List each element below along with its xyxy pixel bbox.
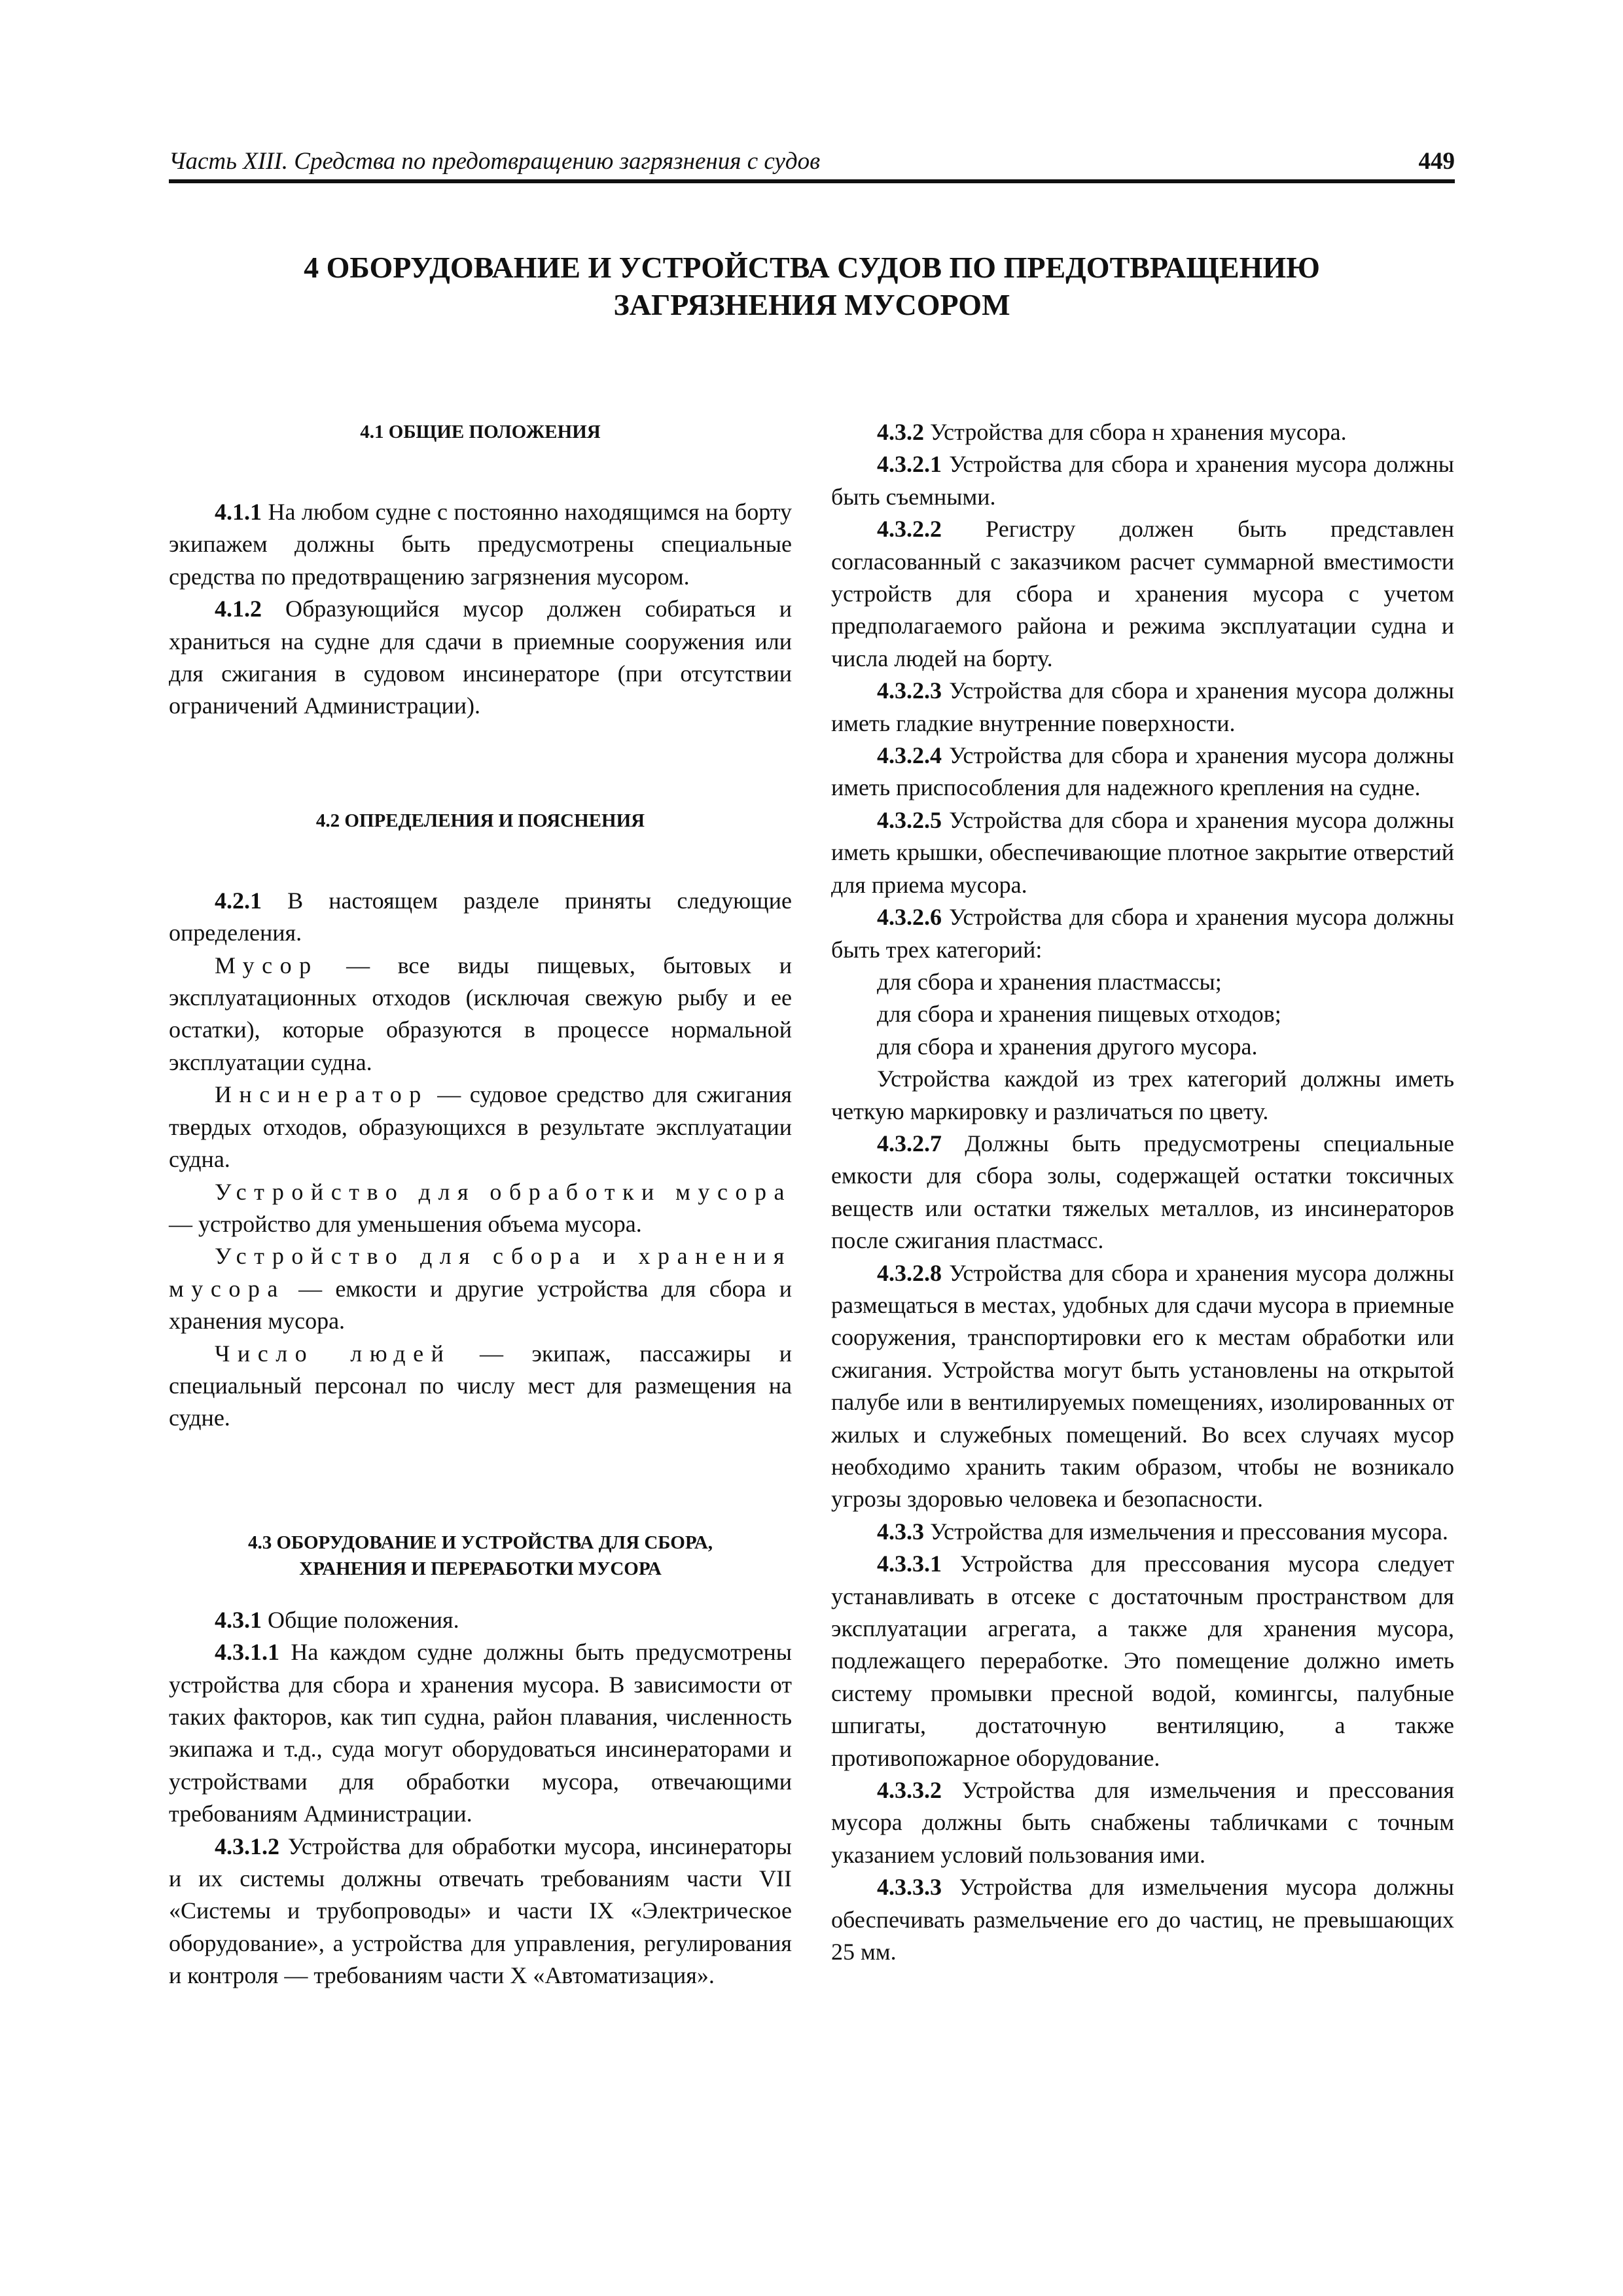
- clause-text: Устройства для сбора н хранения мусора.: [924, 419, 1347, 445]
- definition-text: — судовое средство для сжигания твердых отходов, образующихся в результате эксплуатации судна.: [169, 1081, 792, 1173]
- definition-term: Устройство для обработки мусора: [215, 1178, 792, 1205]
- clause-number: 4.3.1.1: [215, 1639, 279, 1666]
- paragraph-4-3-2-5: [831, 804, 1454, 901]
- clause-number: 4.3.3.2: [877, 1777, 942, 1804]
- definition-term: Устройство для сбора и хранения мусора: [169, 1243, 792, 1302]
- paragraph-4-3-3-3: [831, 1871, 1454, 1968]
- clause-number: 4.3.2.1: [877, 451, 942, 478]
- clause-number: 4.3.2.7: [877, 1130, 942, 1157]
- subsection-4-3-3: [831, 1516, 1454, 1548]
- spacer: [169, 445, 792, 496]
- clause-text: Регистру должен быть представлен согласованный с заказчиком расчет суммарной вместимости устройств для сбора и хранения мусора с учетом предполагаемого района и режима эксплуатации судна и числа людей на борту.: [831, 516, 1454, 672]
- left-column: [169, 419, 792, 1992]
- definition-number-of-persons: [169, 1338, 792, 1435]
- clause-number: 4.1.1: [215, 499, 262, 525]
- clause-text: Общие положения.: [262, 1606, 459, 1633]
- clause-number: 4.3.3: [877, 1518, 924, 1545]
- running-title: Часть XIII. Средства по предотвращению загрязнения с судов: [169, 148, 821, 175]
- definition-incinerator: [169, 1079, 792, 1175]
- definition-text: — устройство для уменьшения объема мусора.: [169, 1210, 642, 1237]
- paragraph-4-3-2-6: [831, 901, 1454, 966]
- clause-text: Образующийся мусор должен собираться и храниться на судне для сдачи в приемные сооружения или для сжигания в судовом инсинераторе (при отсутствии ограничений Администрации).: [169, 596, 792, 719]
- definition-processing-device: [169, 1176, 792, 1241]
- spacer: [169, 834, 792, 885]
- category-item: для сбора и хранения пищевых отходов;: [877, 1001, 1281, 1028]
- category-item: для сбора и хранения другого мусора.: [877, 1033, 1258, 1060]
- clause-text: Устройства для сбора и хранения мусора должны размещаться в местах, удобных для сдачи мусора в приемные сооружения, транспортировки его к местам обработки или сжигания. Устройства могут быть установлены на открытой палубе или в вентилируемых помещениях, изолированных от жилых и служебных помещений. Во всех случаях мусор необходимо хранить таким образом, чтобы не возникало угрозы здоровью человека и безопасности.: [831, 1259, 1454, 1513]
- paragraph-4-1-1: [169, 496, 792, 593]
- clause-number: 4.3.2.5: [877, 806, 942, 833]
- running-header: [169, 145, 1455, 183]
- clause-text: Устройства для прессования мусора следует устанавливать в отсеке с достаточным пространством для эксплуатации агрегата, а также для хранения мусора, подлежащего переработке. Это помещение должно иметь систему промывки пресной водой, комингсы, палубные шпигаты, достаточную вентиляцию, а также противопожарное оборудование.: [831, 1551, 1454, 1771]
- category-item: для сбора и хранения пластмассы;: [877, 968, 1222, 995]
- clause-number: 4.3.1: [215, 1606, 262, 1633]
- subsection-4-3-1: [169, 1604, 792, 1636]
- clause-text: Устройства для измельчения мусора должны обеспечивать размельчение его до частиц, не превышающих 25 мм.: [831, 1874, 1454, 1965]
- right-column: [831, 416, 1454, 1969]
- definition-text: — все виды пищевых, бытовых и эксплуатационных отходов (исключая свежую рыбу и ее остатки), которые образуются в процессе нормальной эксплуатации судна.: [169, 952, 792, 1075]
- clause-text: Устройства для сбора и хранения мусора должны быть трех категорий:: [831, 904, 1454, 963]
- clause-text: Устройства для сбора и хранения мусора должны быть съемными.: [831, 451, 1454, 510]
- paragraph-4-3-2-8: [831, 1257, 1454, 1516]
- definition-term: Мусор: [215, 952, 319, 978]
- clause-text: Устройства для измельчения и прессования мусора.: [924, 1518, 1448, 1545]
- spacer: [169, 1435, 792, 1530]
- definition-text: — емкости и другие устройства для сбора и хранения мусора.: [169, 1275, 792, 1335]
- section-heading-line-1: 4.3 ОБОРУДОВАНИЕ И УСТРОЙСТВА ДЛЯ СБОРА,: [247, 1532, 713, 1553]
- section-heading-4-2: [169, 808, 792, 834]
- subsection-4-3-2: [831, 416, 1454, 448]
- spacer: [169, 1582, 792, 1604]
- definition-text: — экипаж, пассажиры и специальный персонал по числу мест для размещения на судне.: [169, 1340, 792, 1431]
- clause-text: Устройства для обработки мусора, инсинераторы и их системы должны отвечать требованиям части VII «Системы и трубопроводы» и части IX «Электрическое оборудование», а устройства для управления, регулирования и контроля — требованиям части X «Автоматизация».: [169, 1833, 792, 1989]
- definition-term: Число людей: [215, 1340, 452, 1367]
- clause-number: 4.1.2: [215, 596, 262, 622]
- section-heading-line-2: ХРАНЕНИЯ И ПЕРЕРАБОТКИ МУСОРА: [299, 1558, 662, 1579]
- clause-text: В настоящем разделе приняты следующие определения.: [169, 887, 792, 946]
- paragraph-4-3-2-1: [831, 448, 1454, 513]
- section-heading-text: 4.2 ОПРЕДЕЛЕНИЯ И ПОЯСНЕНИЯ: [315, 810, 645, 831]
- chapter-title-line-1: 4 ОБОРУДОВАНИЕ И УСТРОЙСТВА СУДОВ ПО ПРЕДОТВРАЩЕНИЮ: [304, 251, 1320, 284]
- section-heading-text: 4.1 ОБЩИЕ ПОЛОЖЕНИЯ: [360, 422, 601, 442]
- clause-number: 4.3.3.1: [877, 1551, 942, 1577]
- clause-number: 4.3.3.3: [877, 1874, 942, 1901]
- paragraph-4-3-1-2: [169, 1831, 792, 1992]
- chapter-title: [169, 249, 1455, 323]
- chapter-title-line-2: ЗАГРЯЗНЕНИЯ МУСОРОМ: [613, 288, 1010, 321]
- paragraph-4-3-2-4: [831, 740, 1454, 804]
- section-heading-4-1: [169, 419, 792, 445]
- clause-text: Устройства для сбора и хранения мусора должны иметь приспособления для надежного крепления на судне.: [831, 742, 1454, 801]
- definition-collection-device: [169, 1240, 792, 1337]
- paragraph-4-1-2: [169, 593, 792, 723]
- spacer: [169, 723, 792, 808]
- clause-number: 4.3.2.3: [877, 677, 942, 704]
- clause-number: 4.3.2.2: [877, 516, 942, 543]
- clause-number: 4.3.2.8: [877, 1259, 942, 1286]
- paragraph-4-3-2-2: [831, 513, 1454, 675]
- clause-number: 4.3.2: [877, 419, 924, 445]
- definition-garbage: [169, 950, 792, 1079]
- clause-text: Устройства для сбора и хранения мусора должны иметь крышки, обеспечивающие плотное закрытие отверстий для приема мусора.: [831, 806, 1454, 898]
- clause-text: Должны быть предусмотрены специальные емкости для сбора золы, содержащей остатки токсичных веществ или остатки тяжелых металлов, из инсинераторов после сжигания пластмасс.: [831, 1130, 1454, 1254]
- clause-number: 4.2.1: [215, 887, 262, 914]
- clause-text: Устройства для сбора и хранения мусора должны иметь гладкие внутренние поверхности.: [831, 677, 1454, 736]
- paragraph-4-3-2-7: [831, 1128, 1454, 1257]
- clause-number: 4.3.2.4: [877, 742, 942, 769]
- paragraph-4-3-3-2: [831, 1774, 1454, 1871]
- definition-term: Инсинератор: [215, 1081, 429, 1108]
- paragraph-4-3-2-3: [831, 675, 1454, 740]
- clause-text: На каждом судне должны быть предусмотрены устройства для сбора и хранения мусора. В зависимости от таких факторов, как тип судна, район плавания, численность экипажа и т.д., суда могут оборудоваться инсинераторами и устройствами для обработки мусора, отвечающими требованиям Администрации.: [169, 1639, 792, 1827]
- paragraph-4-3-2-6-tail: Устройства каждой из трех категорий должны иметь четкую маркировку и различаться по цвету.: [831, 1066, 1454, 1124]
- page-number: 449: [1418, 148, 1455, 175]
- clause-text: На любом судне с постоянно находящимся на борту экипажем должны быть предусмотрены специальные средства по предотвращению загрязнения мусором.: [169, 499, 792, 590]
- clause-number: 4.3.1.2: [215, 1833, 279, 1859]
- clause-number: 4.3.2.6: [877, 904, 942, 931]
- paragraph-4-3-1-1: [169, 1636, 792, 1830]
- paragraph-4-3-3-1: [831, 1548, 1454, 1774]
- paragraph-4-2-1: [169, 885, 792, 950]
- clause-text: Устройства для измельчения и прессования мусора должны быть снабжены табличками с точным указанием условий пользования ими.: [831, 1777, 1454, 1868]
- section-heading-4-3: [169, 1530, 792, 1582]
